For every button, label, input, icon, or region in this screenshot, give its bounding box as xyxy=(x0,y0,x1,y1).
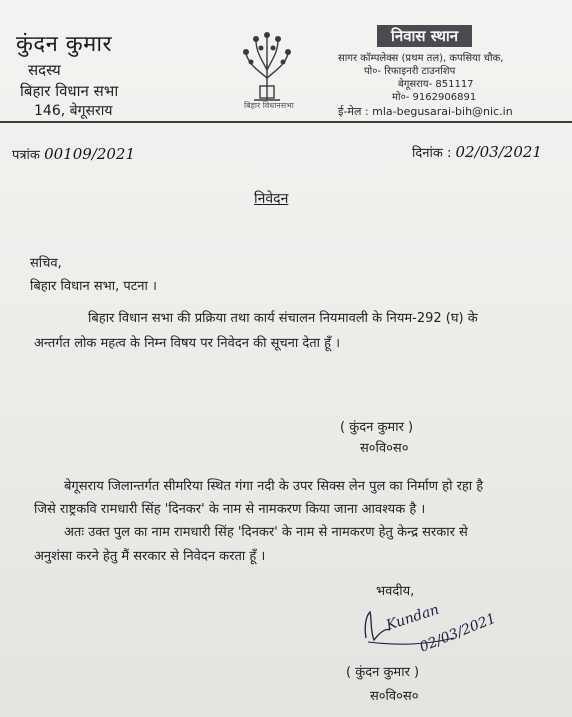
final-signatory-name: ( कुंदन कुमार ) xyxy=(346,665,420,680)
reference-number xyxy=(12,145,135,163)
paragraph-1-line-1: बिहार विधान सभा की प्रक्रिया तथा कार्य संचालन नियमावली के नियम-292 (घ) के xyxy=(88,311,478,326)
signature-name: Kundan xyxy=(384,601,442,634)
ref-value: 00109/2021 xyxy=(44,145,136,163)
date-label: दिनांक : xyxy=(412,146,452,161)
paragraph-2-line-3: अतः उक्त पुल का नाम रामधारी सिंह 'दिनकर' के नाम से नामकरण हेतु केन्द्र सरकार से xyxy=(64,525,468,540)
email-line: ई-मेल : mla-begusarai-bih@nic.in xyxy=(338,105,513,118)
address-line: पो०- रिफाइनरी टाउनशिप xyxy=(364,66,456,77)
designation: सदस्य xyxy=(28,61,61,79)
paragraph-2-line-4: अनुशंसा करने हेतु मैं सरकार से निवेदन करता हूँ । xyxy=(34,549,266,564)
address-line: बेगूसराय- 851117 xyxy=(398,79,474,90)
signature-date: 02/03/2021 xyxy=(417,610,499,656)
constituency: 146, बेगूसराय xyxy=(34,103,113,119)
date-value: 02/03/2021 xyxy=(455,143,542,161)
letter-date xyxy=(412,143,542,161)
closing-salutation: भवदीय, xyxy=(376,584,415,599)
address-line: मो०- 9162906891 xyxy=(392,92,477,103)
paragraph-1-line-2: अन्तर्गत लोक महत्व के निम्न विषय पर निवेदन की सूचना देता हूँ । xyxy=(34,336,341,351)
emblem-caption: बिहार विधानसभा xyxy=(244,101,294,110)
subject-heading: निवेदन xyxy=(254,191,289,207)
paragraph-2-line-2: जिसे राष्ट्रकवि रामधारी सिंह 'दिनकर' के नाम से नामकरण किया जाना आवश्यक है । xyxy=(34,502,426,517)
mla-name: कुंदन कुमार xyxy=(16,32,113,57)
handwritten-signature xyxy=(360,590,520,660)
house-name: बिहार विधान सभा xyxy=(20,82,119,100)
signatory-title: स०वि०स० xyxy=(360,441,409,456)
ref-label: पत्रांक xyxy=(12,148,40,163)
recipient-line: सचिव, xyxy=(30,256,62,271)
recipient-line: बिहार विधान सभा, पटना । xyxy=(30,279,157,294)
residence-heading: निवास स्थान xyxy=(377,25,472,47)
address-line: सागर कॉम्पलेक्स (प्रथम तल), कपसिया चौक, xyxy=(338,53,504,64)
final-signatory-title: स०वि०स० xyxy=(370,689,419,704)
bodhi-tree-emblem-icon xyxy=(236,30,298,104)
header-divider xyxy=(0,121,572,123)
signatory-name: ( कुंदन कुमार ) xyxy=(340,420,414,435)
paragraph-2-line-1: बेगूसराय जिलान्तर्गत सीमरिया स्थित गंगा नदी के उपर सिक्स लेन पुल का निर्माण हो रहा है xyxy=(64,479,484,494)
